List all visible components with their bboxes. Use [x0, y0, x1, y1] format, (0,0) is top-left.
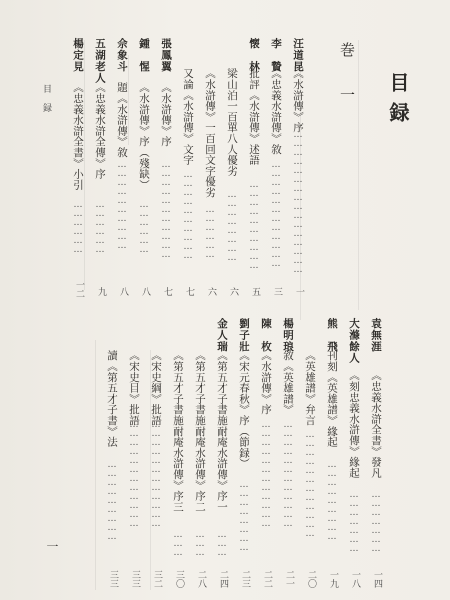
toc-page-number: 三三	[108, 570, 118, 588]
toc-title: 《第五才子書施耐庵水滸傳》序一	[216, 350, 228, 512]
toc-title: 《宋史目》批語	[128, 350, 140, 426]
toc-author: 金人瑞	[216, 318, 228, 353]
toc-leader: ………………………	[327, 460, 337, 541]
toc-title: 梁山泊一百單八人優劣	[226, 68, 238, 176]
toc-page-number: 七	[162, 287, 172, 296]
page-number: 一	[45, 540, 59, 552]
toc-leader: …………………………	[183, 170, 193, 260]
toc-title: 批評《水滸傳》述語	[248, 68, 260, 166]
toc-title: 《水滸傳》序	[160, 82, 172, 147]
toc-leader: ………………	[205, 205, 215, 259]
toc-page-number: 三	[272, 287, 282, 296]
toc-leader: …………………………………………	[293, 130, 303, 274]
running-footer: 目 録	[41, 84, 51, 112]
toc-leader: ……………………………	[161, 160, 171, 259]
toc-page-number: 二一	[284, 570, 294, 588]
toc-page-number: 三〇	[174, 570, 184, 588]
toc-author: 大滌餘人	[348, 318, 360, 364]
toc-page-number: 九	[96, 287, 106, 296]
toc-leader: ………………………………	[305, 430, 315, 538]
toc-page-number: 八	[140, 287, 150, 296]
toc-author: 熊 飛	[326, 318, 338, 353]
toc-author: 汪道昆	[292, 38, 304, 73]
toc-author: 楊明琅	[282, 318, 294, 353]
toc-title: 又論《水滸傳》文字	[182, 68, 194, 166]
toc-leader: ………………………………	[261, 420, 271, 528]
toc-author: 佘象斗	[116, 38, 128, 73]
toc-leader: ………………………	[107, 460, 117, 541]
toc-title: 讀《第五才子書》法	[106, 350, 118, 448]
toc-author: 鍾 惺	[138, 38, 150, 73]
toc-page-number: 七	[184, 287, 194, 296]
toc-author: 陳 枚	[260, 318, 272, 353]
toc-page-number: 一九	[328, 570, 338, 588]
bleed-through-line	[358, 40, 359, 310]
toc-author: 張鳳翼	[160, 38, 172, 73]
toc-leader: ………	[173, 530, 183, 557]
toc-title: 《英雄譜》弁言	[304, 350, 316, 426]
toc-page-number: 八	[118, 287, 128, 296]
toc-page-number: 六	[206, 287, 216, 296]
toc-page-number: 三三	[130, 570, 140, 588]
toc-page-number: 五	[250, 287, 260, 296]
toc-title: 《水滸傳》序	[260, 350, 272, 415]
toc-page-number: 二四	[218, 570, 228, 588]
toc-page-number: 一	[294, 287, 304, 296]
toc-leader: …………………	[371, 490, 381, 553]
toc-author: 懐 林	[248, 38, 260, 73]
toc-page-number: 六	[228, 287, 238, 296]
toc-leader: ………………………………	[283, 420, 293, 528]
toc-leader: ………………………………	[129, 420, 139, 528]
toc-title: 《水滸傳》序	[292, 68, 304, 133]
toc-page-number: 二八	[196, 570, 206, 588]
bleed-through-line	[95, 340, 96, 590]
toc-title: 敘《英雄譜》	[282, 350, 294, 415]
toc-page-number: 一四	[372, 570, 382, 588]
toc-title: 《忠義水滸全書》發凡	[370, 370, 382, 478]
toc-author: 五湖老人	[94, 38, 106, 84]
toc-leader: ……………………	[227, 190, 237, 262]
toc-title: 《宋元春秋》序（節録）	[238, 350, 250, 469]
toc-title: 《水滸傳》一百回文字優劣	[204, 68, 216, 198]
toc-page-number: 二二	[262, 570, 272, 588]
toc-page-number: 三二	[152, 570, 162, 588]
toc-leader: ………………	[95, 200, 105, 254]
toc-leader: ……………………	[239, 480, 249, 552]
toc-leader: ………………………………	[271, 160, 281, 268]
toc-title: 刊刻《英雄譜》緣起	[326, 350, 338, 448]
toc-page-number: 二三	[240, 570, 250, 588]
toc-title: 《宋史綱》批語	[150, 350, 162, 426]
toc-leader: …………………………	[117, 160, 127, 250]
toc-leader: …………………	[349, 490, 359, 553]
toc-leader: ………	[217, 530, 227, 557]
volume-label: 巻 一	[338, 42, 356, 108]
toc-author: 劉子壯	[238, 318, 250, 353]
toc-author: 袁無涯	[370, 318, 382, 353]
toc-leader: ………………	[73, 200, 83, 254]
toc-page-number: 一八	[350, 570, 360, 588]
toc-title: 題《水滸傳》敘	[116, 82, 128, 158]
toc-title: 《忠義水滸全書》小引	[72, 82, 84, 190]
toc-leader: ………………	[139, 200, 149, 254]
toc-leader: ………	[195, 530, 205, 557]
toc-author: 楊定見	[72, 38, 84, 73]
toc-title: 《第五才子書施耐庵水滸傳》序三	[172, 350, 184, 512]
toc-author: 李 贄	[270, 38, 282, 73]
toc-leader: …………………………	[249, 180, 259, 270]
toc-title: 《刻忠義水滸傳》緣起	[348, 370, 360, 478]
toc-title: 《水滸傳》序（殘缺）	[138, 82, 150, 190]
toc-title: 《忠義水滸傳》敘	[270, 68, 282, 155]
toc-page-number: 二〇	[306, 570, 316, 588]
toc-page-number: 一二	[74, 280, 84, 298]
toc-leader: ………………………………	[151, 420, 161, 528]
toc-title: 《第五才子書施耐庵水滸傳》序二	[194, 350, 206, 512]
toc-title: 《忠義水滸全傳》序	[94, 82, 106, 180]
page-heading: 目録	[386, 72, 410, 132]
